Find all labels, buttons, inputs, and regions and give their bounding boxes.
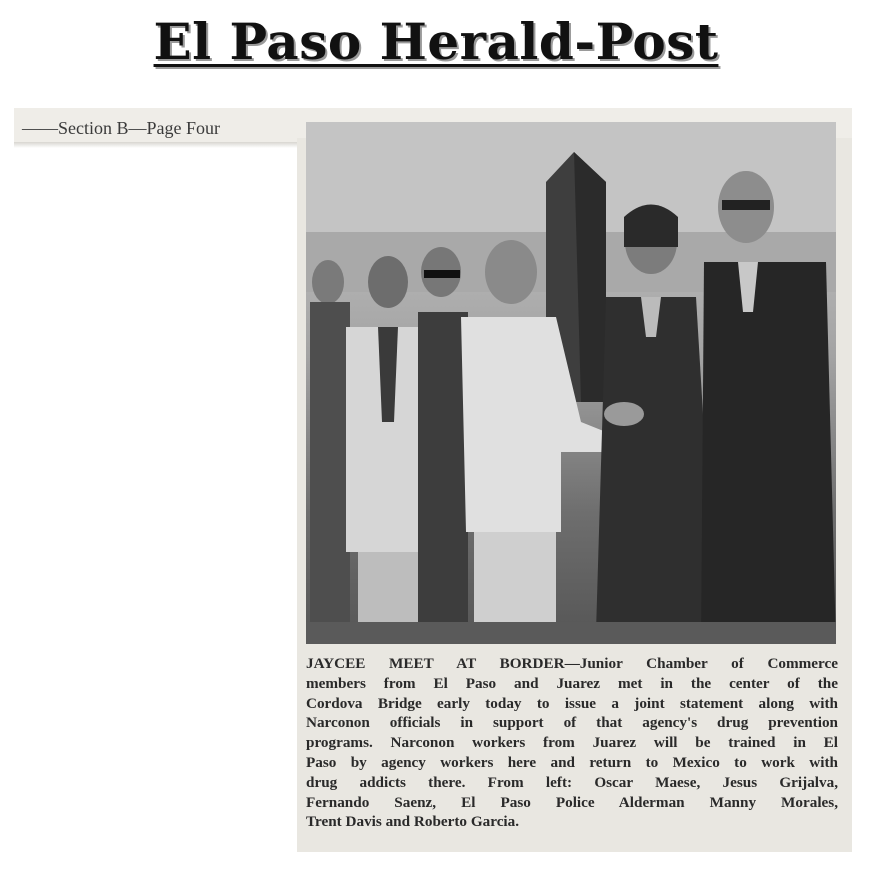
caption-line: Narconon officials in support of that agency's drug prevention [306, 714, 838, 732]
caption-line: Trent Davis and Roberto Garcia. [306, 813, 520, 831]
photo-caption [306, 654, 838, 832]
caption-line: drug addicts there. From left: Oscar Maese, Jesus Grijalva, [306, 773, 838, 791]
caption-line: Fernando Saenz, El Paso Police Alderman Manny Morales, [306, 793, 838, 811]
section-label: ——Section B—Page Four [22, 118, 220, 138]
caption-line: Paso by agency workers here and return to Mexico to work with [306, 753, 838, 771]
news-photo [306, 122, 836, 644]
newspaper-clipping [14, 108, 852, 852]
caption-line: members from El Paso and Juarez met in the center of the [306, 674, 838, 692]
clipping-cut-edge [14, 142, 297, 148]
photo-illustration [306, 122, 836, 644]
caption-line: JAYCEE MEET AT BORDER—Junior Chamber of Commerce [306, 655, 838, 672]
masthead [0, 12, 872, 72]
caption-line: programs. Narconon workers from Juarez will be trained in El [306, 734, 838, 752]
newspaper-title: El Paso Herald-Post [153, 12, 719, 71]
caption-line: Cordova Bridge early today to issue a joint statement along with [306, 694, 838, 712]
